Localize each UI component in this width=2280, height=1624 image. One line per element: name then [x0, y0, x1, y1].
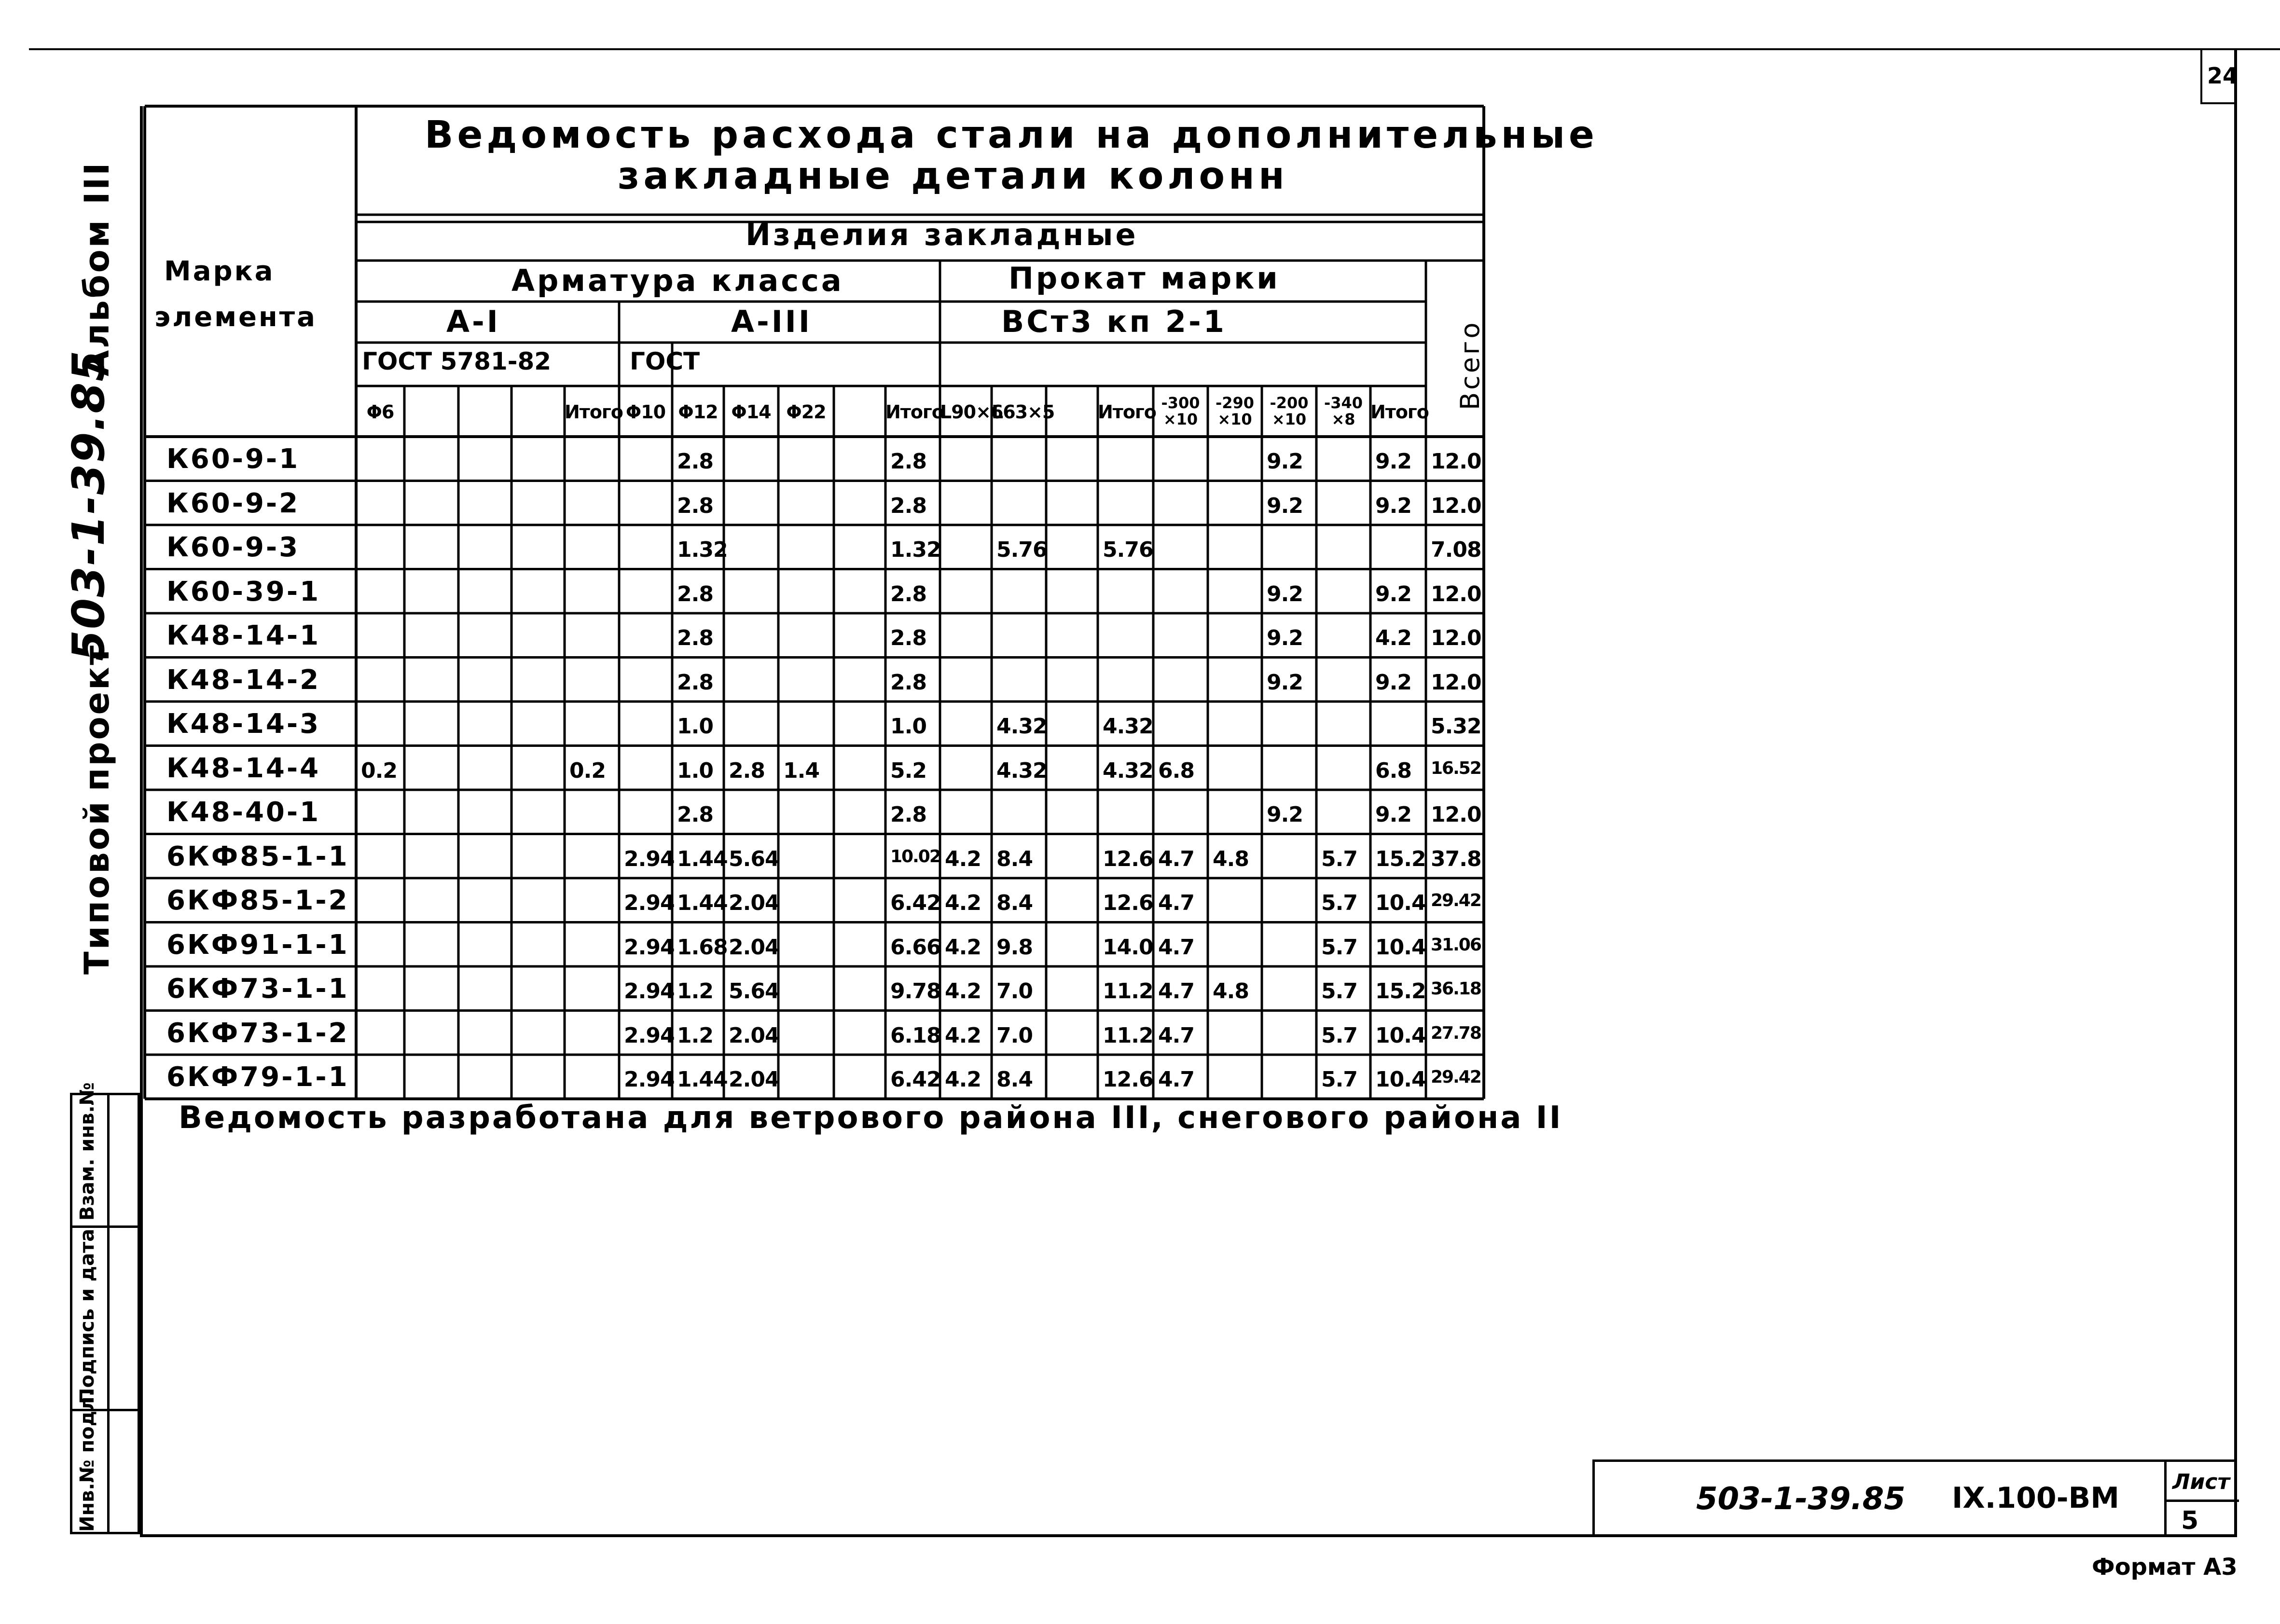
col-header-10: Итого: [885, 401, 944, 423]
table-cell: 2.8: [890, 449, 926, 474]
table-cell: 2.8: [677, 802, 713, 827]
stamp-inv-no: Инв.№ подл.: [76, 1389, 98, 1532]
table-cell: 10.4: [1375, 1023, 1426, 1048]
table-note: Ведомость разработана для ветрового района III, снегового района II: [179, 1100, 1563, 1136]
table-cell: 5.2: [890, 758, 926, 783]
row-mark: К48-14-4: [166, 752, 321, 784]
table-cell: 8.4: [996, 846, 1033, 871]
table-cell: 5.7: [1321, 846, 1357, 871]
table-cell: 1.44: [677, 891, 728, 915]
table-cell: 9.2: [1267, 802, 1303, 827]
sheet-box: [2164, 1462, 2239, 1537]
table-cell: 9.2: [1267, 493, 1303, 518]
paper-format: Формат А3: [2092, 1554, 2238, 1581]
table-cell: 10.4: [1375, 935, 1426, 960]
table-cell: 12.0: [1431, 449, 1481, 474]
table-cell: 27.78: [1431, 1023, 1481, 1043]
side-album: Альбом III: [77, 161, 117, 376]
table-cell: 11.2: [1103, 1023, 1153, 1048]
table-cell: 9.8: [996, 935, 1033, 960]
table-cell: 1.32: [890, 537, 941, 562]
table-cell: 4.32: [1103, 714, 1153, 739]
rolled-grade-header: Прокат марки: [1009, 261, 1280, 296]
col-header-8: Φ22: [786, 401, 826, 423]
table-cell: 4.8: [1213, 979, 1249, 1004]
title-block: [1592, 1459, 2234, 1534]
row-mark: 6КФ79-1-1: [166, 1061, 349, 1093]
table-cell: 2.8: [677, 449, 713, 474]
table-cell: 12.6: [1103, 891, 1153, 915]
table-cell: 4.32: [996, 758, 1047, 783]
table-cell: 5.7: [1321, 1023, 1357, 1048]
table-cell: 2.8: [729, 758, 765, 783]
row-mark: К60-9-3: [166, 532, 300, 563]
table-cell: 6.42: [890, 891, 941, 915]
row-mark: К48-14-1: [166, 620, 321, 651]
table-title-line2: закладные детали колонн: [618, 154, 1288, 198]
table-cell: 4.32: [1103, 758, 1153, 783]
table-cell: 9.2: [1375, 802, 1411, 827]
mark-header-line1: Марка: [164, 256, 275, 287]
table-cell: 0.2: [361, 758, 397, 783]
table-cell: 7.08: [1431, 537, 1481, 562]
table-cell: 4.2: [945, 1023, 981, 1048]
table-cell: 12.0: [1431, 581, 1481, 606]
table-cell: 1.32: [677, 537, 728, 562]
table-cell: 9.2: [1267, 581, 1303, 606]
table-cell: 2.8: [677, 493, 713, 518]
table-cell: 5.7: [1321, 891, 1357, 915]
table-cell: 6.8: [1158, 758, 1194, 783]
table-cell: 15.2: [1375, 846, 1426, 871]
row-mark: К48-14-2: [166, 664, 321, 696]
table-cell: 6.8: [1375, 758, 1411, 783]
col-header-19: Итого: [1370, 401, 1429, 423]
col-header-7: Φ14: [731, 401, 771, 423]
row-mark: К48-40-1: [166, 797, 321, 828]
col-header-17: -200 ×10: [1270, 394, 1309, 428]
table-cell: 9.2: [1375, 449, 1411, 474]
table-cell: 10.4: [1375, 1067, 1426, 1092]
table-cell: 7.0: [996, 979, 1033, 1004]
col-header-12: L63×5: [992, 401, 1055, 423]
table-cell: 9.2: [1375, 493, 1411, 518]
table-cell: 31.06: [1431, 935, 1481, 955]
table-cell: 2.8: [890, 493, 926, 518]
table-cell: 8.4: [996, 891, 1033, 915]
side-typical: Типовой: [77, 799, 117, 975]
table-cell: 6.66: [890, 935, 941, 960]
table-cell: 5.7: [1321, 979, 1357, 1004]
table-cell: 12.6: [1103, 1067, 1153, 1092]
rebar-class-header: Арматура класса: [511, 263, 844, 298]
table-cell: 11.2: [1103, 979, 1153, 1004]
table-cell: 4.7: [1158, 1067, 1194, 1092]
col-header-5: Φ10: [625, 401, 666, 423]
class-a3: А-III: [731, 304, 812, 339]
table-cell: 1.4: [783, 758, 819, 783]
table-cell: 15.2: [1375, 979, 1426, 1004]
table-title-line1: Ведомость расхода стали на дополнительные: [425, 113, 1598, 157]
row-mark: 6КФ85-1-1: [166, 840, 349, 872]
total-header: Всего: [1455, 320, 1485, 410]
corner-sheet-number: 24: [2200, 48, 2236, 104]
table-cell: 2.8: [890, 626, 926, 650]
title-block-doc: IХ.100-ВМ: [1952, 1481, 2119, 1515]
table-cell: 2.8: [890, 670, 926, 695]
table-cell: 12.0: [1431, 626, 1481, 650]
table-cell: 2.04: [729, 1067, 779, 1092]
table-cell: 4.7: [1158, 891, 1194, 915]
table-cell: 5.76: [996, 537, 1047, 562]
table-cell: 9.2: [1267, 670, 1303, 695]
table-cell: 29.42: [1431, 1067, 1481, 1087]
table-cell: 1.0: [890, 714, 926, 739]
table-cell: 2.04: [729, 935, 779, 960]
row-mark: К60-9-1: [166, 443, 300, 475]
col-header-6: Φ12: [678, 401, 718, 423]
side-code: 503-1-39.85: [63, 349, 114, 661]
table-cell: 4.2: [945, 979, 981, 1004]
table-cell: 5.64: [729, 846, 779, 871]
row-mark: 6КФ91-1-1: [166, 929, 349, 961]
row-mark: 6КФ85-1-2: [166, 885, 349, 916]
table-cell: 8.4: [996, 1067, 1033, 1092]
row-mark: К60-39-1: [166, 576, 321, 607]
table-cell: 4.7: [1158, 979, 1194, 1004]
table-cell: 4.2: [945, 891, 981, 915]
table-cell: 1.44: [677, 1067, 728, 1092]
gost-a1: ГОСТ 5781-82: [362, 347, 552, 375]
table-cell: 12.0: [1431, 493, 1481, 518]
table-cell: 29.42: [1431, 891, 1481, 910]
steel-grade: ВСт3 кп 2-1: [1001, 304, 1227, 339]
table-cell: 2.94: [624, 1067, 675, 1092]
col-header-15: -300 ×10: [1161, 394, 1200, 428]
table-cell: 6.18: [890, 1023, 941, 1048]
table-cell: 4.2: [945, 846, 981, 871]
table-cell: 0.2: [569, 758, 606, 783]
table-cell: 2.8: [677, 626, 713, 650]
row-mark: 6КФ73-1-2: [166, 1017, 349, 1049]
table-cell: 4.7: [1158, 935, 1194, 960]
class-a1: А-I: [446, 304, 500, 339]
table-cell: 9.2: [1267, 449, 1303, 474]
col-header-16: -290 ×10: [1215, 394, 1255, 428]
table-cell: 2.94: [624, 846, 675, 871]
table-cell: 9.2: [1267, 626, 1303, 650]
col-header-11: L90×6: [940, 401, 1003, 423]
table-cell: 36.18: [1431, 979, 1481, 999]
table-cell: 4.2: [945, 935, 981, 960]
table-cell: 1.0: [677, 714, 713, 739]
table-cell: 5.64: [729, 979, 779, 1004]
col-header-0: Φ6: [366, 401, 394, 423]
table-cell: 2.94: [624, 979, 675, 1004]
table-cell: 4.7: [1158, 846, 1194, 871]
row-mark: К60-9-2: [166, 487, 300, 519]
table-cell: 1.2: [677, 979, 713, 1004]
table-cell: 4.8: [1213, 846, 1249, 871]
stamp-sign-date: Подпись и дата: [76, 1228, 98, 1404]
table-cell: 2.8: [890, 802, 926, 827]
table-cell: 4.2: [1375, 626, 1411, 650]
table-cell: 2.94: [624, 1023, 675, 1048]
table-cell: 10.02: [890, 846, 940, 867]
table-cell: 14.0: [1103, 935, 1153, 960]
table-cell: 12.6: [1103, 846, 1153, 871]
table-cell: 12.0: [1431, 802, 1481, 827]
table-cell: 2.8: [677, 670, 713, 695]
table-cell: 5.7: [1321, 935, 1357, 960]
table-cell: 2.8: [677, 581, 713, 606]
table-cell: 4.2: [945, 1067, 981, 1092]
table-cell: 2.8: [890, 581, 926, 606]
products-header: Изделия закладные: [746, 217, 1138, 252]
col-header-14: Итого: [1098, 401, 1156, 423]
table-cell: 9.2: [1375, 670, 1411, 695]
table-cell: 10.4: [1375, 891, 1426, 915]
table-cell: 2.94: [624, 935, 675, 960]
table-cell: 2.94: [624, 891, 675, 915]
row-mark: 6КФ73-1-1: [166, 973, 349, 1005]
side-project: проект: [77, 643, 117, 791]
table-cell: 9.78: [890, 979, 941, 1004]
col-header-4: Итого: [565, 401, 623, 423]
table-cell: 7.0: [996, 1023, 1033, 1048]
table-cell: 1.44: [677, 846, 728, 871]
table-cell: 4.7: [1158, 1023, 1194, 1048]
table-cell: 6.42: [890, 1067, 941, 1092]
table-cell: 2.04: [729, 891, 779, 915]
title-block-code: 503-1-39.85: [1696, 1481, 1906, 1517]
gost-a3: ГОСТ: [630, 347, 700, 375]
table-cell: 1.68: [677, 935, 728, 960]
stamp-replace-inv: Взам. инв.№: [76, 1082, 98, 1221]
table-cell: 5.7: [1321, 1067, 1357, 1092]
sheet-label: Лист: [2172, 1470, 2230, 1494]
mark-header-line2: элемента: [154, 302, 317, 333]
table-cell: 16.52: [1431, 758, 1481, 778]
table-cell: 37.8: [1431, 846, 1481, 871]
sheet-number: 5: [2181, 1506, 2199, 1535]
table-cell: 2.04: [729, 1023, 779, 1048]
table-cell: 4.32: [996, 714, 1047, 739]
table-cell: 1.2: [677, 1023, 713, 1048]
table-cell: 5.32: [1431, 714, 1481, 739]
table-cell: 12.0: [1431, 670, 1481, 695]
table-cell: 1.0: [677, 758, 713, 783]
row-mark: К48-14-3: [166, 708, 321, 740]
col-header-18: -340 ×8: [1324, 394, 1363, 428]
table-cell: 9.2: [1375, 581, 1411, 606]
table-cell: 5.76: [1103, 537, 1153, 562]
